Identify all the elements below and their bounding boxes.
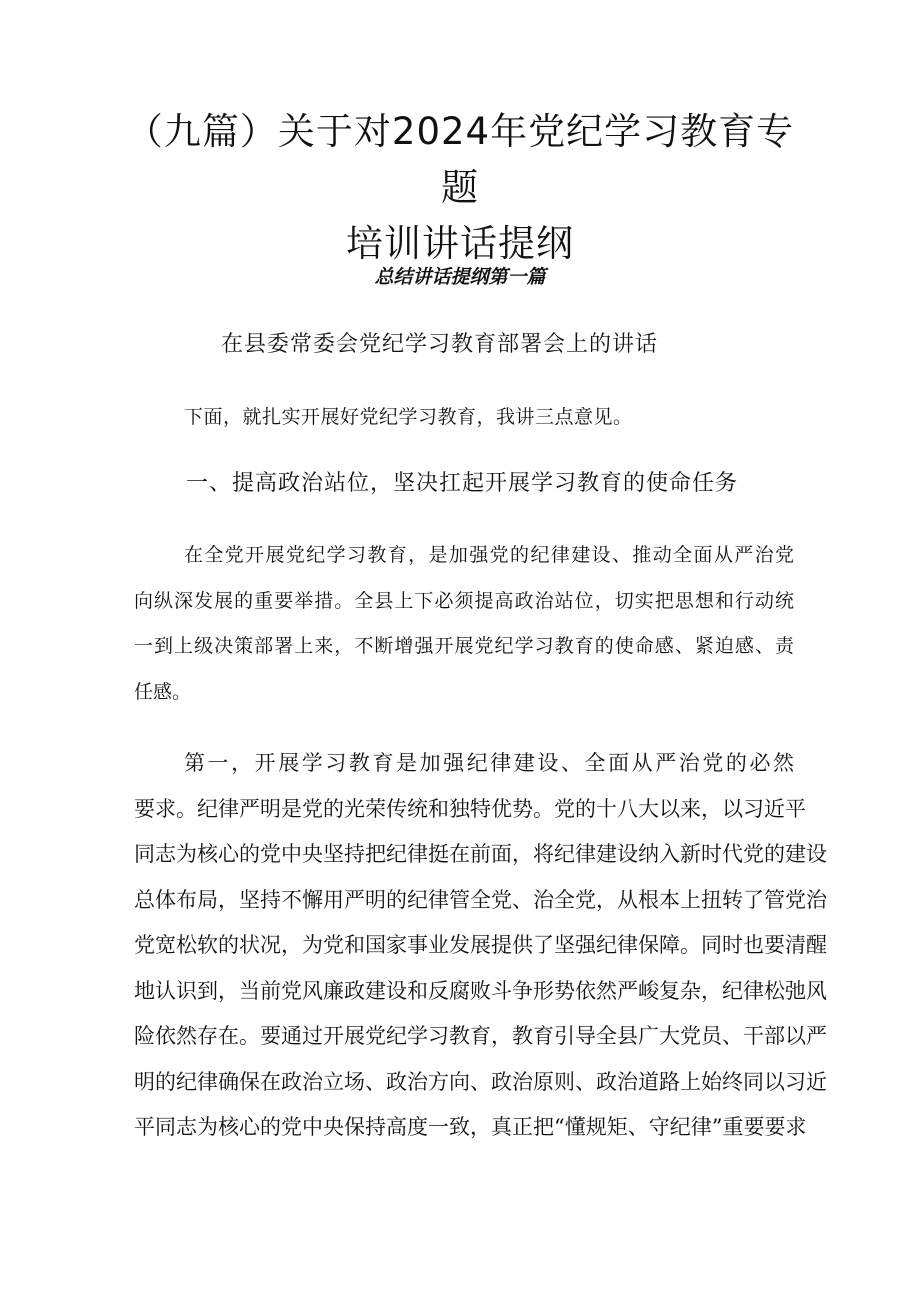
paragraph-two-line: 险依然存在。要通过开展党纪学习教育，教育引导全县广大党员、干部以严 [134, 1024, 827, 1048]
paragraph-two [134, 741, 827, 1151]
paragraph-one-line: 向纵深发展的重要举措。全县上下必须提高政治站位，切实把思想和行动统 [134, 589, 794, 612]
title-line-2: 培训讲话提纲 [346, 222, 574, 265]
document-title [120, 104, 800, 272]
paragraph-one-line: 任感。 [134, 680, 192, 703]
paragraph-two-line: 第一，开展学习教育是加强纪律建设、全面从严治党的必然 [184, 751, 794, 775]
paragraph-two-line: 党宽松软的状况，为党和国家事业发展提供了坚强纪律保障。同时也要清醒 [134, 933, 827, 957]
paragraph-two-line: 要求。纪律严明是党的光荣传统和独特优势。党的十八大以来，以习近平 [134, 796, 806, 821]
paragraph-one-line: 一到上级决策部署上来，不断增强开展党纪学习教育的使命感、紧迫感、责 [134, 635, 794, 657]
title-line-1: （九篇）关于对2024年党纪学习教育专题 [125, 110, 795, 209]
paragraph-two-line: 总体布局，坚持不懈用严明的纪律管全党、治全党，从根本上扭转了管党治 [134, 887, 827, 912]
heading-one: 一、提高政治站位，坚决扛起开展学习教育的使命任务 [186, 471, 739, 496]
paragraph-one-line: 在全党开展党纪学习教育，是加强党的纪律建设、推动全面从严治党 [184, 544, 794, 566]
paragraph-two-line: 平同志为核心的党中央保持高度一致，真正把“懂规矩、守纪律”重要要求 [134, 1115, 807, 1139]
paragraph-one [134, 533, 794, 715]
intro-paragraph: 下面，就扎实开展好党纪学习教育，我讲三点意见。 [184, 406, 633, 428]
speech-title: 在县委常委会党纪学习教育部署会上的讲话 [221, 332, 659, 357]
paragraph-two-line: 地认识到，当前党风廉政建设和反腐败斗争形势依然严峻复杂，纪律松弛风 [134, 978, 827, 1003]
section-heading: 总结讲话提纲第一篇 [374, 266, 546, 288]
paragraph-two-line: 同志为核心的党中央坚持把纪律挺在前面，将纪律建设纳入新时代党的建设 [134, 842, 827, 866]
paragraph-two-line: 明的纪律确保在政治立场、政治方向、政治原则、政治道路上始终同以习近 [134, 1069, 827, 1094]
